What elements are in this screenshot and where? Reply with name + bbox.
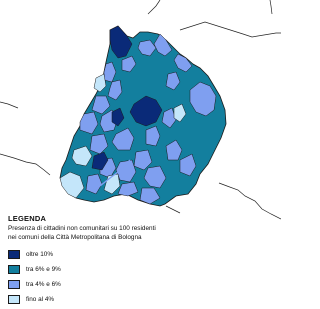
- legend-label: tra 6% e 9%: [26, 266, 61, 273]
- legend-item-oltre-10: [8, 247, 278, 262]
- boundary-line-south: [166, 206, 180, 213]
- legend-label: oltre 10%: [26, 251, 53, 258]
- legend-swatch: [8, 295, 20, 304]
- legend-label: tra 4% e 6%: [26, 281, 61, 288]
- legend-swatch: [8, 265, 20, 274]
- legend-swatch: [8, 250, 20, 259]
- legend-subtitle-line-1: Presenza di cittadini non comunitari su 100 residenti: [8, 225, 156, 232]
- legend-item-fino-al-4: [8, 292, 278, 307]
- legend-item-tra-6-9: [8, 262, 278, 277]
- legend-subtitle: [8, 225, 278, 242]
- legend-item-tra-4-6: [8, 277, 278, 292]
- boundary-line-east: [270, 0, 272, 14]
- legend-swatch: [8, 280, 20, 289]
- boundary-line-south-west: [0, 154, 50, 175]
- boundary-line-west: [0, 102, 18, 108]
- map-legend: [8, 214, 278, 307]
- boundary-line-north: [148, 0, 160, 14]
- boundary-line-north-east: [180, 22, 281, 37]
- legend-label: fino al 4%: [26, 296, 55, 303]
- legend-subtitle-line-2: nei comuni della Città Metropolitana di Bologna: [8, 233, 142, 241]
- legend-title: LEGENDA: [8, 214, 47, 223]
